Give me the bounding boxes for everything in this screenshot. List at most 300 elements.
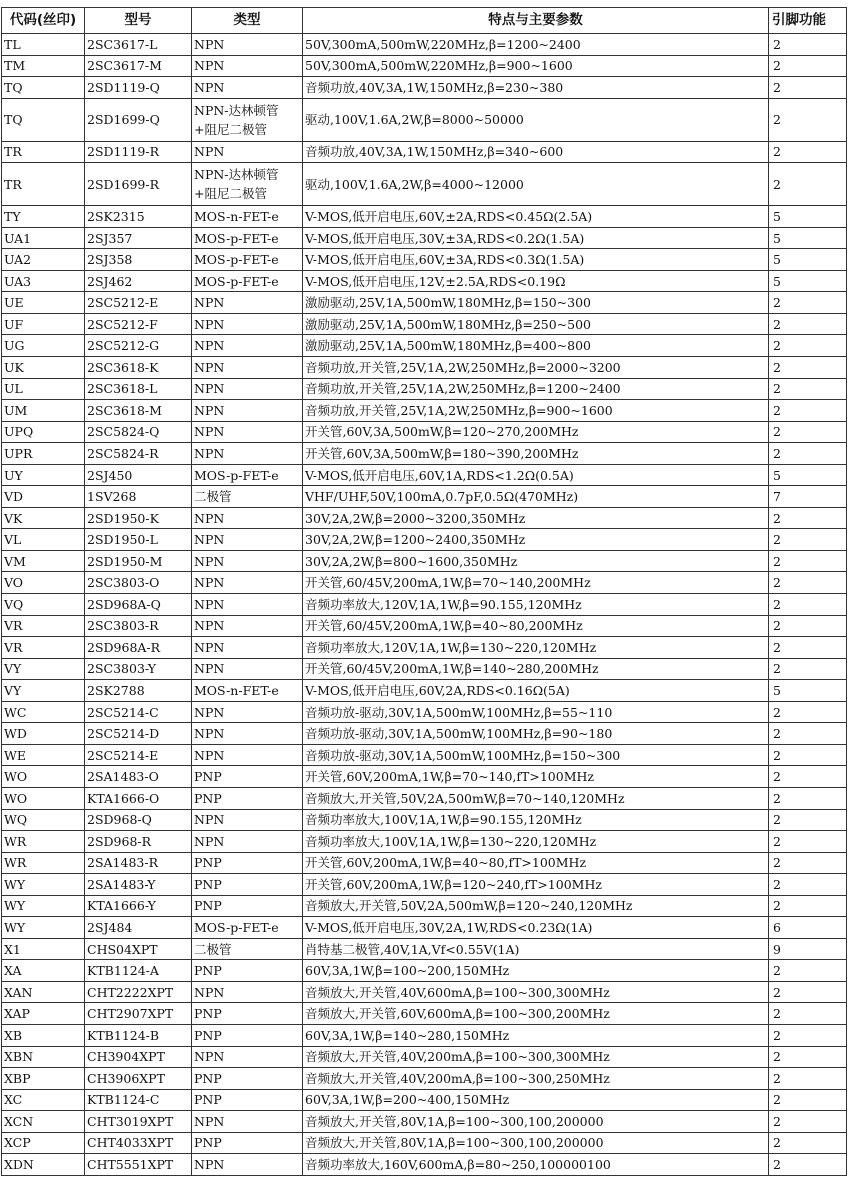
cell-model: CHT4033XPT (85, 1132, 192, 1154)
cell-specs: 音频功率放大,160V,600mA,β=80~250,100000100 (303, 1154, 769, 1176)
cell-model: 2SC3803-R (85, 615, 192, 637)
table-row (2, 163, 847, 206)
cell-model: 2SD968A-R (85, 637, 192, 659)
cell-type: PNP (192, 874, 303, 896)
cell-type: NPN (192, 572, 303, 594)
cell-specs: V-MOS,低开启电压,30V,±3A,RDS<0.2Ω(1.5A) (303, 227, 769, 249)
cell-model: KTA1666-O (85, 787, 192, 809)
cell-pins: 2 (769, 1089, 847, 1111)
cell-pins: 5 (769, 464, 847, 486)
header-pins: 引脚功能 (769, 8, 847, 34)
table-row (2, 270, 847, 292)
table-row (2, 1046, 847, 1068)
cell-model: CHT3019XPT (85, 1111, 192, 1133)
table-row (2, 787, 847, 809)
cell-type: NPN (192, 1046, 303, 1068)
cell-type: NPN (192, 550, 303, 572)
table-row (2, 1068, 847, 1090)
cell-type: NPN (192, 335, 303, 357)
table-row (2, 464, 847, 486)
cell-specs: 音频放大,开关管,50V,2A,500mW,β=70~140,120MHz (303, 787, 769, 809)
cell-model: 2SC5214-C (85, 701, 192, 723)
cell-code: UA3 (2, 270, 85, 292)
cell-specs: 开关管,60V,3A,500mW,β=120~270,200MHz (303, 421, 769, 443)
cell-pins: 2 (769, 378, 847, 400)
cell-code: UPR (2, 443, 85, 465)
cell-specs: 音频功放-驱动,30V,1A,500mW,100MHz,β=55~110 (303, 701, 769, 723)
cell-type: PNP (192, 1068, 303, 1090)
cell-pins: 2 (769, 400, 847, 422)
cell-code: UA1 (2, 227, 85, 249)
cell-type: NPN (192, 141, 303, 163)
cell-specs: 激励驱动,25V,1A,500mW,180MHz,β=250~500 (303, 313, 769, 335)
cell-type: NPN (192, 594, 303, 616)
header-type: 类型 (192, 8, 303, 34)
cell-model: 2SD968-Q (85, 809, 192, 831)
cell-type: MOS-p-FET-e (192, 270, 303, 292)
cell-code: WO (2, 766, 85, 788)
cell-specs: 30V,2A,2W,β=2000~3200,350MHz (303, 507, 769, 529)
cell-specs: 肖特基二极管,40V,1A,Vf<0.55V(1A) (303, 938, 769, 960)
cell-model: 2SK2315 (85, 206, 192, 228)
cell-pins: 2 (769, 981, 847, 1003)
cell-code: WY (2, 874, 85, 896)
cell-type: NPN (192, 77, 303, 99)
table-row (2, 550, 847, 572)
cell-pins: 2 (769, 1111, 847, 1133)
cell-type: NPN (192, 507, 303, 529)
cell-pins: 5 (769, 270, 847, 292)
table-row (2, 227, 847, 249)
cell-model: 2SD1699-Q (85, 98, 192, 141)
cell-type: PNP (192, 960, 303, 982)
cell-code: XCN (2, 1111, 85, 1133)
table-row (2, 917, 847, 939)
table-row (2, 723, 847, 745)
cell-pins: 2 (769, 443, 847, 465)
table-row (2, 421, 847, 443)
cell-specs: 开关管,60V,200mA,1W,β=40~80,fT>100MHz (303, 852, 769, 874)
cell-pins: 2 (769, 163, 847, 206)
cell-specs: V-MOS,低开启电压,12V,±2.5A,RDS<0.19Ω (303, 270, 769, 292)
cell-code: WR (2, 852, 85, 874)
header-code: 代码(丝印) (2, 8, 85, 34)
cell-model: 2SJ484 (85, 917, 192, 939)
cell-model: CH3904XPT (85, 1046, 192, 1068)
cell-specs: 60V,3A,1W,β=100~200,150MHz (303, 960, 769, 982)
cell-model: 2SJ358 (85, 249, 192, 271)
cell-pins: 2 (769, 141, 847, 163)
cell-pins: 5 (769, 249, 847, 271)
cell-specs: 音频放大,开关管,80V,1A,β=100~300,100,200000 (303, 1132, 769, 1154)
cell-type: PNP (192, 787, 303, 809)
cell-specs: V-MOS,低开启电压,60V,±2A,RDS<0.45Ω(2.5A) (303, 206, 769, 228)
cell-pins: 2 (769, 421, 847, 443)
component-table (1, 7, 847, 1176)
cell-model: 2SC3617-M (85, 55, 192, 77)
cell-code: WC (2, 701, 85, 723)
cell-pins: 2 (769, 594, 847, 616)
cell-model: KTB1124-C (85, 1089, 192, 1111)
cell-type: PNP (192, 1003, 303, 1025)
cell-code: TM (2, 55, 85, 77)
cell-specs: 音频功率放大,120V,1A,1W,β=90.155,120MHz (303, 594, 769, 616)
cell-model: KTA1666-Y (85, 895, 192, 917)
cell-code: VY (2, 680, 85, 702)
cell-specs: 音频放大,开关管,40V,200mA,β=100~300,250MHz (303, 1068, 769, 1090)
cell-specs: 50V,300mA,500mW,220MHz,β=900~1600 (303, 55, 769, 77)
cell-pins: 2 (769, 335, 847, 357)
cell-code: UY (2, 464, 85, 486)
cell-type: PNP (192, 1024, 303, 1046)
cell-code: WD (2, 723, 85, 745)
cell-pins: 2 (769, 529, 847, 551)
table-row (2, 938, 847, 960)
cell-model: 2SD1950-K (85, 507, 192, 529)
cell-code: XCP (2, 1132, 85, 1154)
cell-code: TQ (2, 77, 85, 99)
cell-type: PNP (192, 1089, 303, 1111)
cell-type: NPN (192, 292, 303, 314)
cell-pins: 9 (769, 938, 847, 960)
cell-type: MOS-p-FET-e (192, 227, 303, 249)
cell-code: WE (2, 744, 85, 766)
cell-type: NPN-达林顿管+阻尼二极管 (192, 98, 303, 141)
cell-specs: 开关管,60V,3A,500mW,β=180~390,200MHz (303, 443, 769, 465)
table-row (2, 249, 847, 271)
table-row (2, 701, 847, 723)
table-row (2, 744, 847, 766)
cell-model: 2SC5214-E (85, 744, 192, 766)
cell-type: NPN (192, 313, 303, 335)
cell-pins: 2 (769, 357, 847, 379)
cell-code: XB (2, 1024, 85, 1046)
cell-specs: 音频功放,开关管,25V,1A,2W,250MHz,β=2000~3200 (303, 357, 769, 379)
table-row (2, 443, 847, 465)
cell-code: WO (2, 787, 85, 809)
cell-code: XC (2, 1089, 85, 1111)
cell-specs: 音频功率放大,120V,1A,1W,β=130~220,120MHz (303, 637, 769, 659)
cell-specs: 音频放大,开关管,60V,600mA,β=100~300,200MHz (303, 1003, 769, 1025)
cell-type: MOS-p-FET-e (192, 464, 303, 486)
cell-specs: 开关管,60/45V,200mA,1W,β=140~280,200MHz (303, 658, 769, 680)
table-row (2, 1111, 847, 1133)
table-row (2, 400, 847, 422)
cell-type: NPN (192, 421, 303, 443)
cell-specs: 开关管,60V,200mA,1W,β=70~140,fT>100MHz (303, 766, 769, 788)
cell-code: UM (2, 400, 85, 422)
table-row (2, 960, 847, 982)
table-row (2, 206, 847, 228)
cell-model: 2SD1950-M (85, 550, 192, 572)
table-row (2, 486, 847, 508)
cell-model: 1SV268 (85, 486, 192, 508)
cell-pins: 2 (769, 1154, 847, 1176)
cell-code: XBP (2, 1068, 85, 1090)
cell-model: CHS04XPT (85, 938, 192, 960)
cell-pins: 2 (769, 1068, 847, 1090)
cell-code: VL (2, 529, 85, 551)
cell-pins: 2 (769, 744, 847, 766)
cell-specs: 60V,3A,1W,β=200~400,150MHz (303, 1089, 769, 1111)
table-row (2, 1003, 847, 1025)
cell-pins: 5 (769, 680, 847, 702)
cell-model: KTB1124-B (85, 1024, 192, 1046)
cell-specs: 50V,300mA,500mW,220MHz,β=1200~2400 (303, 34, 769, 56)
table-row (2, 680, 847, 702)
cell-code: TY (2, 206, 85, 228)
cell-type: NPN (192, 723, 303, 745)
table-row (2, 895, 847, 917)
cell-model: 2SJ450 (85, 464, 192, 486)
cell-specs: VHF/UHF,50V,100mA,0.7pF,0.5Ω(470MHz) (303, 486, 769, 508)
cell-code: UF (2, 313, 85, 335)
cell-pins: 5 (769, 227, 847, 249)
cell-pins: 2 (769, 787, 847, 809)
cell-type: NPN-达林顿管+阻尼二极管 (192, 163, 303, 206)
cell-code: WY (2, 917, 85, 939)
table-row (2, 507, 847, 529)
table-row (2, 637, 847, 659)
cell-type: MOS-p-FET-e (192, 249, 303, 271)
cell-type: 二极管 (192, 486, 303, 508)
header-specs: 特点与主要参数 (303, 8, 769, 34)
cell-code: XAP (2, 1003, 85, 1025)
cell-pins: 7 (769, 486, 847, 508)
cell-pins: 2 (769, 852, 847, 874)
cell-code: VQ (2, 594, 85, 616)
cell-model: 2SC5212-F (85, 313, 192, 335)
cell-specs: 音频放大,开关管,50V,2A,500mW,β=120~240,120MHz (303, 895, 769, 917)
cell-model: 2SC3618-M (85, 400, 192, 422)
cell-type: PNP (192, 1132, 303, 1154)
cell-pins: 6 (769, 917, 847, 939)
cell-specs: 30V,2A,2W,β=800~1600,350MHz (303, 550, 769, 572)
cell-specs: 音频功放-驱动,30V,1A,500mW,100MHz,β=90~180 (303, 723, 769, 745)
table-row (2, 831, 847, 853)
cell-pins: 2 (769, 895, 847, 917)
cell-pins: 2 (769, 658, 847, 680)
cell-code: VR (2, 615, 85, 637)
table-row (2, 1089, 847, 1111)
cell-code: WR (2, 831, 85, 853)
cell-code: XDN (2, 1154, 85, 1176)
cell-type: NPN (192, 809, 303, 831)
cell-type: PNP (192, 766, 303, 788)
cell-model: 2SD1119-Q (85, 77, 192, 99)
cell-type: MOS-n-FET-e (192, 206, 303, 228)
cell-model: 2SC3617-L (85, 34, 192, 56)
cell-code: UPQ (2, 421, 85, 443)
cell-model: CHT5551XPT (85, 1154, 192, 1176)
cell-pins: 2 (769, 723, 847, 745)
cell-type: MOS-n-FET-e (192, 680, 303, 702)
table-body (2, 34, 847, 1176)
cell-specs: 激励驱动,25V,1A,500mW,180MHz,β=150~300 (303, 292, 769, 314)
cell-model: 2SD968A-Q (85, 594, 192, 616)
cell-code: VD (2, 486, 85, 508)
cell-specs: 音频功率放大,100V,1A,1W,β=130~220,120MHz (303, 831, 769, 853)
cell-specs: 音频放大,开关管,40V,200mA,β=100~300,300MHz (303, 1046, 769, 1068)
cell-pins: 2 (769, 874, 847, 896)
cell-specs: 开关管,60/45V,200mA,1W,β=40~80,200MHz (303, 615, 769, 637)
cell-specs: V-MOS,低开启电压,30V,2A,1W,RDS<0.23Ω(1A) (303, 917, 769, 939)
cell-code: TR (2, 141, 85, 163)
table-row (2, 766, 847, 788)
table-row (2, 34, 847, 56)
cell-code: WY (2, 895, 85, 917)
table-row (2, 378, 847, 400)
cell-type: NPN (192, 1111, 303, 1133)
cell-code: XA (2, 960, 85, 982)
cell-pins: 2 (769, 809, 847, 831)
table-row (2, 357, 847, 379)
table-row (2, 615, 847, 637)
cell-code: VK (2, 507, 85, 529)
header-model: 型号 (85, 8, 192, 34)
cell-pins: 2 (769, 55, 847, 77)
cell-type: PNP (192, 895, 303, 917)
cell-code: XAN (2, 981, 85, 1003)
cell-model: 2SD1950-L (85, 529, 192, 551)
cell-pins: 2 (769, 766, 847, 788)
cell-specs: 音频放大,开关管,40V,600mA,β=100~300,300MHz (303, 981, 769, 1003)
cell-pins: 2 (769, 34, 847, 56)
cell-type: NPN (192, 1154, 303, 1176)
cell-model: 2SC5824-R (85, 443, 192, 465)
cell-model: 2SA1483-R (85, 852, 192, 874)
cell-type: NPN (192, 637, 303, 659)
cell-code: TR (2, 163, 85, 206)
table-row (2, 77, 847, 99)
cell-model: 2SC5824-Q (85, 421, 192, 443)
cell-model: 2SD1119-R (85, 141, 192, 163)
cell-type: NPN (192, 701, 303, 723)
cell-model: 2SC3803-Y (85, 658, 192, 680)
cell-code: UL (2, 378, 85, 400)
cell-pins: 2 (769, 507, 847, 529)
cell-model: 2SC5212-E (85, 292, 192, 314)
cell-type: NPN (192, 357, 303, 379)
table-row (2, 335, 847, 357)
cell-pins: 2 (769, 1024, 847, 1046)
cell-pins: 2 (769, 960, 847, 982)
cell-model: 2SA1483-O (85, 766, 192, 788)
cell-type: NPN (192, 400, 303, 422)
cell-pins: 2 (769, 550, 847, 572)
cell-specs: 音频放大,开关管,80V,1A,β=100~300,100,200000 (303, 1111, 769, 1133)
cell-pins: 2 (769, 1003, 847, 1025)
cell-pins: 2 (769, 637, 847, 659)
cell-type: PNP (192, 852, 303, 874)
cell-code: WQ (2, 809, 85, 831)
cell-specs: V-MOS,低开启电压,60V,±3A,RDS<0.3Ω(1.5A) (303, 249, 769, 271)
cell-pins: 2 (769, 615, 847, 637)
cell-code: VR (2, 637, 85, 659)
cell-type: MOS-p-FET-e (192, 917, 303, 939)
cell-model: 2SJ462 (85, 270, 192, 292)
cell-pins: 2 (769, 1132, 847, 1154)
cell-type: NPN (192, 981, 303, 1003)
cell-code: UA2 (2, 249, 85, 271)
cell-type: NPN (192, 529, 303, 551)
table-row (2, 141, 847, 163)
table-row (2, 981, 847, 1003)
cell-model: 2SC5214-D (85, 723, 192, 745)
cell-specs: 音频功放-驱动,30V,1A,500mW,100MHz,β=150~300 (303, 744, 769, 766)
cell-model: 2SD1699-R (85, 163, 192, 206)
cell-code: VO (2, 572, 85, 594)
cell-code: VY (2, 658, 85, 680)
cell-model: 2SC3803-O (85, 572, 192, 594)
cell-specs: 音频功率放大,100V,1A,1W,β=90.155,120MHz (303, 809, 769, 831)
table-row (2, 572, 847, 594)
cell-specs: V-MOS,低开启电压,60V,2A,RDS<0.16Ω(5A) (303, 680, 769, 702)
cell-type: NPN (192, 658, 303, 680)
table-row (2, 313, 847, 335)
table-row (2, 55, 847, 77)
cell-specs: V-MOS,低开启电压,60V,1A,RDS<1.2Ω(0.5A) (303, 464, 769, 486)
table-row (2, 594, 847, 616)
cell-type: NPN (192, 443, 303, 465)
table-row (2, 1132, 847, 1154)
cell-model: CHT2907XPT (85, 1003, 192, 1025)
cell-code: X1 (2, 938, 85, 960)
cell-model: 2SD968-R (85, 831, 192, 853)
cell-pins: 5 (769, 206, 847, 228)
cell-specs: 驱动,100V,1.6A,2W,β=4000~12000 (303, 163, 769, 206)
cell-specs: 激励驱动,25V,1A,500mW,180MHz,β=400~800 (303, 335, 769, 357)
cell-specs: 音频功放,40V,3A,1W,150MHz,β=230~380 (303, 77, 769, 99)
cell-pins: 2 (769, 77, 847, 99)
cell-specs: 60V,3A,1W,β=140~280,150MHz (303, 1024, 769, 1046)
cell-type: NPN (192, 615, 303, 637)
cell-model: CHT2222XPT (85, 981, 192, 1003)
cell-model: 2SJ357 (85, 227, 192, 249)
table-row (2, 874, 847, 896)
cell-model: 2SC3618-K (85, 357, 192, 379)
cell-model: KTB1124-A (85, 960, 192, 982)
cell-code: UK (2, 357, 85, 379)
cell-specs: 开关管,60V,200mA,1W,β=120~240,fT>100MHz (303, 874, 769, 896)
cell-pins: 2 (769, 701, 847, 723)
cell-specs: 音频功放,开关管,25V,1A,2W,250MHz,β=1200~2400 (303, 378, 769, 400)
cell-type: NPN (192, 831, 303, 853)
cell-type: NPN (192, 34, 303, 56)
cell-code: UE (2, 292, 85, 314)
cell-specs: 驱动,100V,1.6A,2W,β=8000~50000 (303, 98, 769, 141)
table-row (2, 809, 847, 831)
cell-code: VM (2, 550, 85, 572)
table-row (2, 658, 847, 680)
cell-specs: 音频功放,40V,3A,1W,150MHz,β=340~600 (303, 141, 769, 163)
cell-model: 2SK2788 (85, 680, 192, 702)
cell-type: NPN (192, 55, 303, 77)
cell-model: 2SC5212-G (85, 335, 192, 357)
table-row (2, 1154, 847, 1176)
cell-type: NPN (192, 378, 303, 400)
cell-model: CH3906XPT (85, 1068, 192, 1090)
cell-code: XBN (2, 1046, 85, 1068)
cell-pins: 2 (769, 98, 847, 141)
cell-pins: 2 (769, 1046, 847, 1068)
table-row (2, 852, 847, 874)
table-row (2, 1024, 847, 1046)
table-row (2, 529, 847, 551)
cell-pins: 2 (769, 292, 847, 314)
cell-pins: 2 (769, 313, 847, 335)
cell-code: TQ (2, 98, 85, 141)
